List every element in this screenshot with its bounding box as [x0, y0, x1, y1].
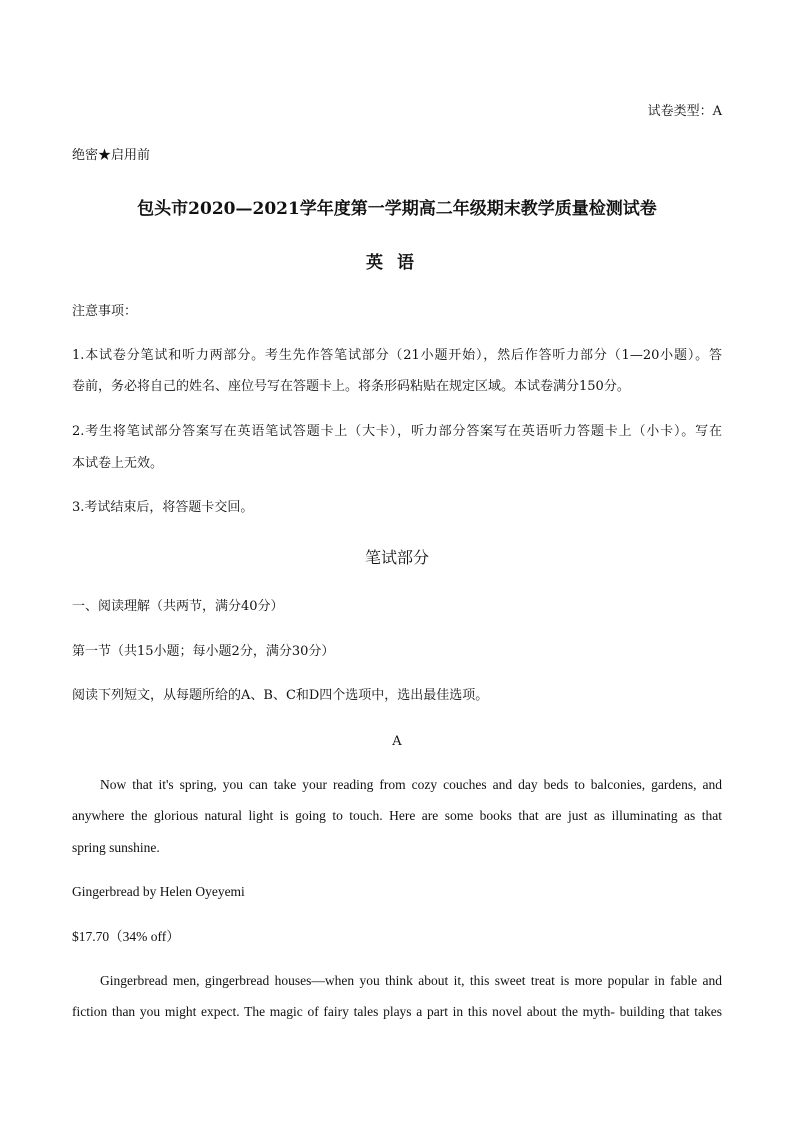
notes-heading: 注意事项： [72, 304, 138, 319]
book-1-title: Gingerbread by Helen Oyeyemi [72, 884, 245, 899]
passage-p2-line-2: fiction than you might expect. The magic of fairy tales plays a part in this novel about the myth- building that takes [72, 1004, 722, 1019]
paper-type: 试卷类型：A [647, 104, 722, 119]
subject-title: 英语 [366, 253, 428, 273]
part-1-heading: 一、阅读理解（共两节，满分40分） [72, 599, 284, 614]
passage-label: A [392, 734, 402, 749]
note-1-line-2: 卷前，务必将自己的姓名、座位号写在答题卡上。将条形码粘贴在规定区域。本试卷满分150分。 [72, 379, 630, 394]
instruction: 阅读下列短文，从每题所给的A、B、C和D四个选项中，选出最佳选项。 [72, 688, 489, 703]
passage-p1-line-3: spring sunshine. [72, 840, 160, 855]
section-1-heading: 第一节（共15小题；每小题2分，满分30分） [72, 644, 335, 659]
passage-p1-line-1: Now that it's spring, you can take your reading from cozy couches and day beds to balconies, gardens, and [100, 777, 722, 792]
book-1-price: $17.70（34% off） [72, 929, 180, 944]
note-2-line-1: 2.考生将笔试部分答案写在英语笔试答题卡上（大卡），听力部分答案写在英语听力答题卡上（小卡）。写在 [72, 424, 722, 439]
exam-title: 包头市2020—2021学年度第一学期高二年级期末教学质量检测试卷 [137, 199, 657, 219]
note-3: 3.考试结束后，将答题卡交回。 [72, 500, 254, 515]
written-part-heading: 笔试部分 [364, 548, 429, 567]
note-1-line-1: 1.本试卷分笔试和听力两部分。考生先作答笔试部分（21小题开始），然后作答听力部分（1—20小题）。答 [72, 348, 722, 363]
passage-p2-line-1: Gingerbread men, gingerbread houses—when you think about it, this sweet treat is more popular in fable and [100, 973, 722, 988]
passage-p1-line-2: anywhere the glorious natural light is going to touch. Here are some books that are just as illuminating as that [72, 808, 722, 823]
secret-notice: 绝密★启用前 [72, 148, 151, 163]
note-2-line-2: 本试卷上无效。 [72, 456, 164, 471]
